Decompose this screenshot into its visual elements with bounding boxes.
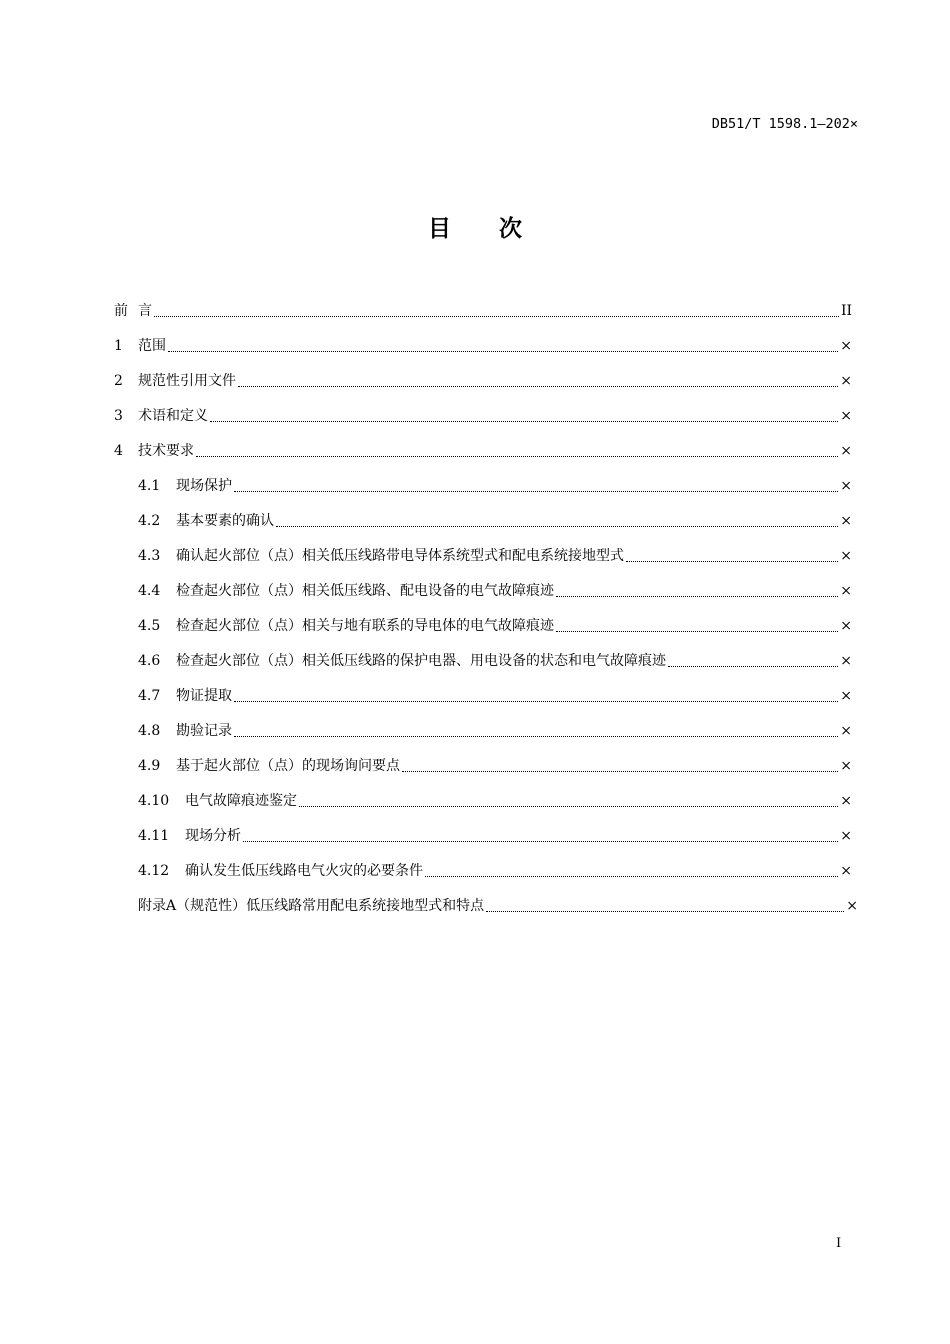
toc-item-page: × (840, 863, 852, 879)
toc-item-page: × (840, 723, 852, 739)
toc-leader (238, 386, 838, 387)
toc-item-page: × (840, 373, 852, 389)
toc-item-foreword[interactable] (114, 300, 852, 322)
toc-item-number: 2 (114, 373, 123, 389)
toc-leader (668, 666, 838, 667)
toc-item-label: 确认起火部位（点）相关低压线路带电导体系统型式和配电系统接地型式 (176, 548, 624, 564)
toc-item-number: 4.7 (138, 688, 161, 704)
toc-item-number: 前 (114, 303, 128, 319)
toc-item-number: 4.10 (138, 793, 170, 809)
toc-item-page: × (846, 898, 858, 914)
toc-item-4-12[interactable] (138, 860, 852, 882)
toc-leader (556, 596, 838, 597)
toc-item-4-6[interactable] (138, 650, 852, 672)
toc-item-number: 4.4 (138, 583, 161, 599)
toc-item-4-5[interactable] (138, 615, 852, 637)
toc-leader (276, 526, 838, 527)
toc-item-label: 范围 (138, 338, 166, 354)
toc-item-4-7[interactable] (138, 685, 852, 707)
toc-item-label: 检查起火部位（点）相关与地有联系的导电体的电气故障痕迹 (176, 618, 554, 634)
toc-item-label: 基于起火部位（点）的现场询问要点 (176, 758, 400, 774)
toc-item-label: 言 (138, 303, 152, 319)
toc-item-page: × (840, 828, 852, 844)
toc-item-label: 现场保护 (176, 478, 232, 494)
toc-item-2[interactable] (114, 370, 852, 392)
toc-item-4-11[interactable] (138, 825, 852, 847)
toc-leader (299, 806, 838, 807)
toc-leader (402, 771, 838, 772)
toc-item-label: 检查起火部位（点）相关低压线路、配电设备的电气故障痕迹 (176, 583, 554, 599)
toc-item-page: × (840, 408, 852, 424)
toc-item-number: 4.9 (138, 758, 161, 774)
toc-leader (486, 911, 844, 912)
toc-item-label: 基本要素的确认 (176, 513, 274, 529)
toc-item-4-1[interactable] (138, 475, 852, 497)
toc-title (0, 210, 950, 243)
toc-item-label: 检查起火部位（点）相关低压线路的保护电器、用电设备的状态和电气故障痕迹 (176, 653, 666, 669)
toc-item-number: 3 (114, 408, 123, 424)
toc-item-page: × (840, 548, 852, 564)
toc-item-number: 4.2 (138, 513, 161, 529)
toc-item-page: × (840, 443, 852, 459)
toc-item-4-10[interactable] (138, 790, 852, 812)
toc-item-number: 1 (114, 338, 123, 354)
toc-item-label: 附录A（规范性）低压线路常用配电系统接地型式和特点 (138, 898, 485, 914)
toc-item-number: 4 (114, 443, 123, 459)
toc-leader (196, 456, 838, 457)
toc-leader (168, 351, 838, 352)
toc-item-label: 现场分析 (185, 828, 241, 844)
page-number: I (836, 1236, 842, 1251)
toc-item-label: 物证提取 (176, 688, 232, 704)
toc-item-page: × (840, 338, 852, 354)
toc-item-3[interactable] (114, 405, 852, 427)
toc-item-number: 4.6 (138, 653, 161, 669)
toc-item-number: 4.1 (138, 478, 161, 494)
toc-item-page: × (840, 688, 852, 704)
toc-item-page: × (840, 583, 852, 599)
toc-leader (210, 421, 838, 422)
toc-item-annex-a[interactable] (138, 895, 858, 917)
toc-item-number: 4.8 (138, 723, 161, 739)
toc-item-label: 电气故障痕迹鉴定 (185, 793, 297, 809)
toc-item-page: × (840, 653, 852, 669)
toc-item-label: 技术要求 (138, 443, 194, 459)
toc-leader (234, 701, 838, 702)
toc-item-4-9[interactable] (138, 755, 852, 777)
toc-item-4-3[interactable] (138, 545, 852, 567)
toc-leader (234, 491, 838, 492)
toc-item-page: × (840, 513, 852, 529)
toc-leader (243, 841, 838, 842)
toc-leader (556, 631, 838, 632)
toc-item-4-2[interactable] (138, 510, 852, 532)
toc-item-number: 4.3 (138, 548, 161, 564)
toc-item-page: × (840, 758, 852, 774)
toc-title-char-2: 次 (499, 216, 522, 242)
toc-leader (425, 876, 838, 877)
toc-item-label: 术语和定义 (138, 408, 208, 424)
toc-leader (234, 736, 838, 737)
toc-item-page: × (840, 793, 852, 809)
toc-item-number: 4.11 (138, 828, 170, 844)
toc-item-label: 确认发生低压线路电气火灾的必要条件 (185, 863, 423, 879)
toc-leader (154, 316, 839, 317)
toc-item-label: 规范性引用文件 (138, 373, 236, 389)
toc-item-number: 4.12 (138, 863, 170, 879)
document-code: DB51/T 1598.1—202× (711, 116, 858, 132)
toc-title-char-1: 目 (428, 216, 451, 242)
toc-item-4-8[interactable] (138, 720, 852, 742)
toc-item-number: 4.5 (138, 618, 161, 634)
toc-item-page: II (840, 303, 852, 319)
toc-item-page: × (840, 618, 852, 634)
toc-item-label: 勘验记录 (176, 723, 232, 739)
toc-item-1[interactable] (114, 335, 852, 357)
toc-item-page: × (840, 478, 852, 494)
toc-leader (626, 561, 838, 562)
toc-item-4-4[interactable] (138, 580, 852, 602)
toc-item-4[interactable] (114, 440, 852, 462)
